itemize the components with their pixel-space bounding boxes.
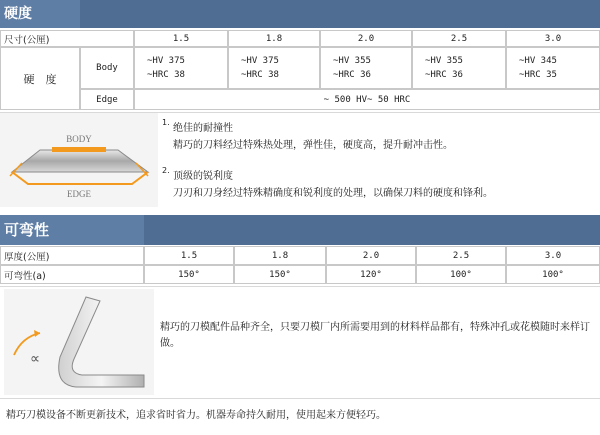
bend-diagram-panel <box>4 289 154 395</box>
body-hrc: ~HRC 36 <box>425 70 463 80</box>
body-hrc: ~HRC 38 <box>241 70 279 80</box>
thickness-cell: 1.5 <box>144 246 234 265</box>
thickness-cell: 3.0 <box>506 246 600 265</box>
diagram-body-label: BODY <box>66 134 92 144</box>
thickness-label: 厚度(公厘) <box>0 246 144 265</box>
bend-cell: 100° <box>416 265 506 284</box>
size-label: 尺寸(公厘) <box>0 30 134 47</box>
bend-cell: 120° <box>326 265 416 284</box>
edge-value: ~ 500 HV~ 50 HRC <box>134 89 600 110</box>
size-cell: 2.5 <box>412 30 506 47</box>
size-cell: 1.5 <box>134 30 228 47</box>
body-value-cell <box>228 47 320 89</box>
size-cell: 1.8 <box>228 30 320 47</box>
blade-diagram <box>0 113 158 207</box>
blade-diagram-panel <box>0 113 158 207</box>
edge-highlight <box>12 172 148 184</box>
body-value-cell <box>134 47 228 89</box>
diagram-edge-label: EDGE <box>67 189 91 199</box>
item1-text: 精巧的刀料经过特殊热处理，弹性佳，硬度高，提升耐冲击性。 <box>173 140 453 151</box>
body-label: Body <box>80 47 134 89</box>
divider <box>0 286 600 287</box>
bend-label: 可弯性(a) <box>0 265 144 284</box>
item1-title: 绝佳的耐撞性 <box>173 123 233 134</box>
bend-cell: 100° <box>506 265 600 284</box>
hardness-section-title: 硬度 <box>0 0 80 28</box>
body-value-cell <box>506 47 600 89</box>
bend-description: 精巧的刀模配件品种齐全，只要刀模厂内所需要用到的材料样品都有，特殊冲孔或花模随时来样订做。 <box>160 322 590 349</box>
hardness-header-bar <box>80 0 600 28</box>
item2-text: 刀刃和刀身经过特殊精确度和锐利度的处理，以确保刀料的硬度和锋利。 <box>173 188 493 199</box>
bend-header-bar <box>144 215 600 245</box>
body-hv: ~HV 355 <box>333 56 371 66</box>
body-hv: ~HV 375 <box>147 56 185 66</box>
bend-section-title: 可弯性 <box>0 215 144 245</box>
thickness-cell: 1.8 <box>234 246 326 265</box>
body-highlight <box>52 147 106 152</box>
bend-cell: 150° <box>144 265 234 284</box>
size-cell: 3.0 <box>506 30 600 47</box>
footer-text: 精巧刀模设备不断更新技术，追求省时省力。机器寿命持久耐用，使用起来方便轻巧。 <box>6 410 386 421</box>
body-hrc: ~HRC 35 <box>519 70 557 80</box>
edge-label: Edge <box>80 89 134 110</box>
bent-strip-shape <box>59 297 144 387</box>
item1-number: 1. <box>162 118 170 127</box>
divider <box>0 398 600 399</box>
body-value-cell <box>412 47 506 89</box>
body-hrc: ~HRC 38 <box>147 70 185 80</box>
blade-shape <box>12 150 148 172</box>
size-cell: 2.0 <box>320 30 412 47</box>
body-hv: ~HV 345 <box>519 56 557 66</box>
arrow-head-icon <box>34 330 40 337</box>
item2-number: 2. <box>162 166 170 175</box>
item2-title: 顶级的锐利度 <box>173 171 233 182</box>
hardness-row-label: 硬 度 <box>0 47 80 110</box>
body-hv: ~HV 375 <box>241 56 279 66</box>
bend-diagram <box>4 289 154 395</box>
body-value-cell <box>320 47 412 89</box>
bend-cell: 150° <box>234 265 326 284</box>
angle-symbol: ∝ <box>30 351 41 367</box>
thickness-cell: 2.0 <box>326 246 416 265</box>
body-hv: ~HV 355 <box>425 56 463 66</box>
thickness-cell: 2.5 <box>416 246 506 265</box>
body-hrc: ~HRC 36 <box>333 70 371 80</box>
